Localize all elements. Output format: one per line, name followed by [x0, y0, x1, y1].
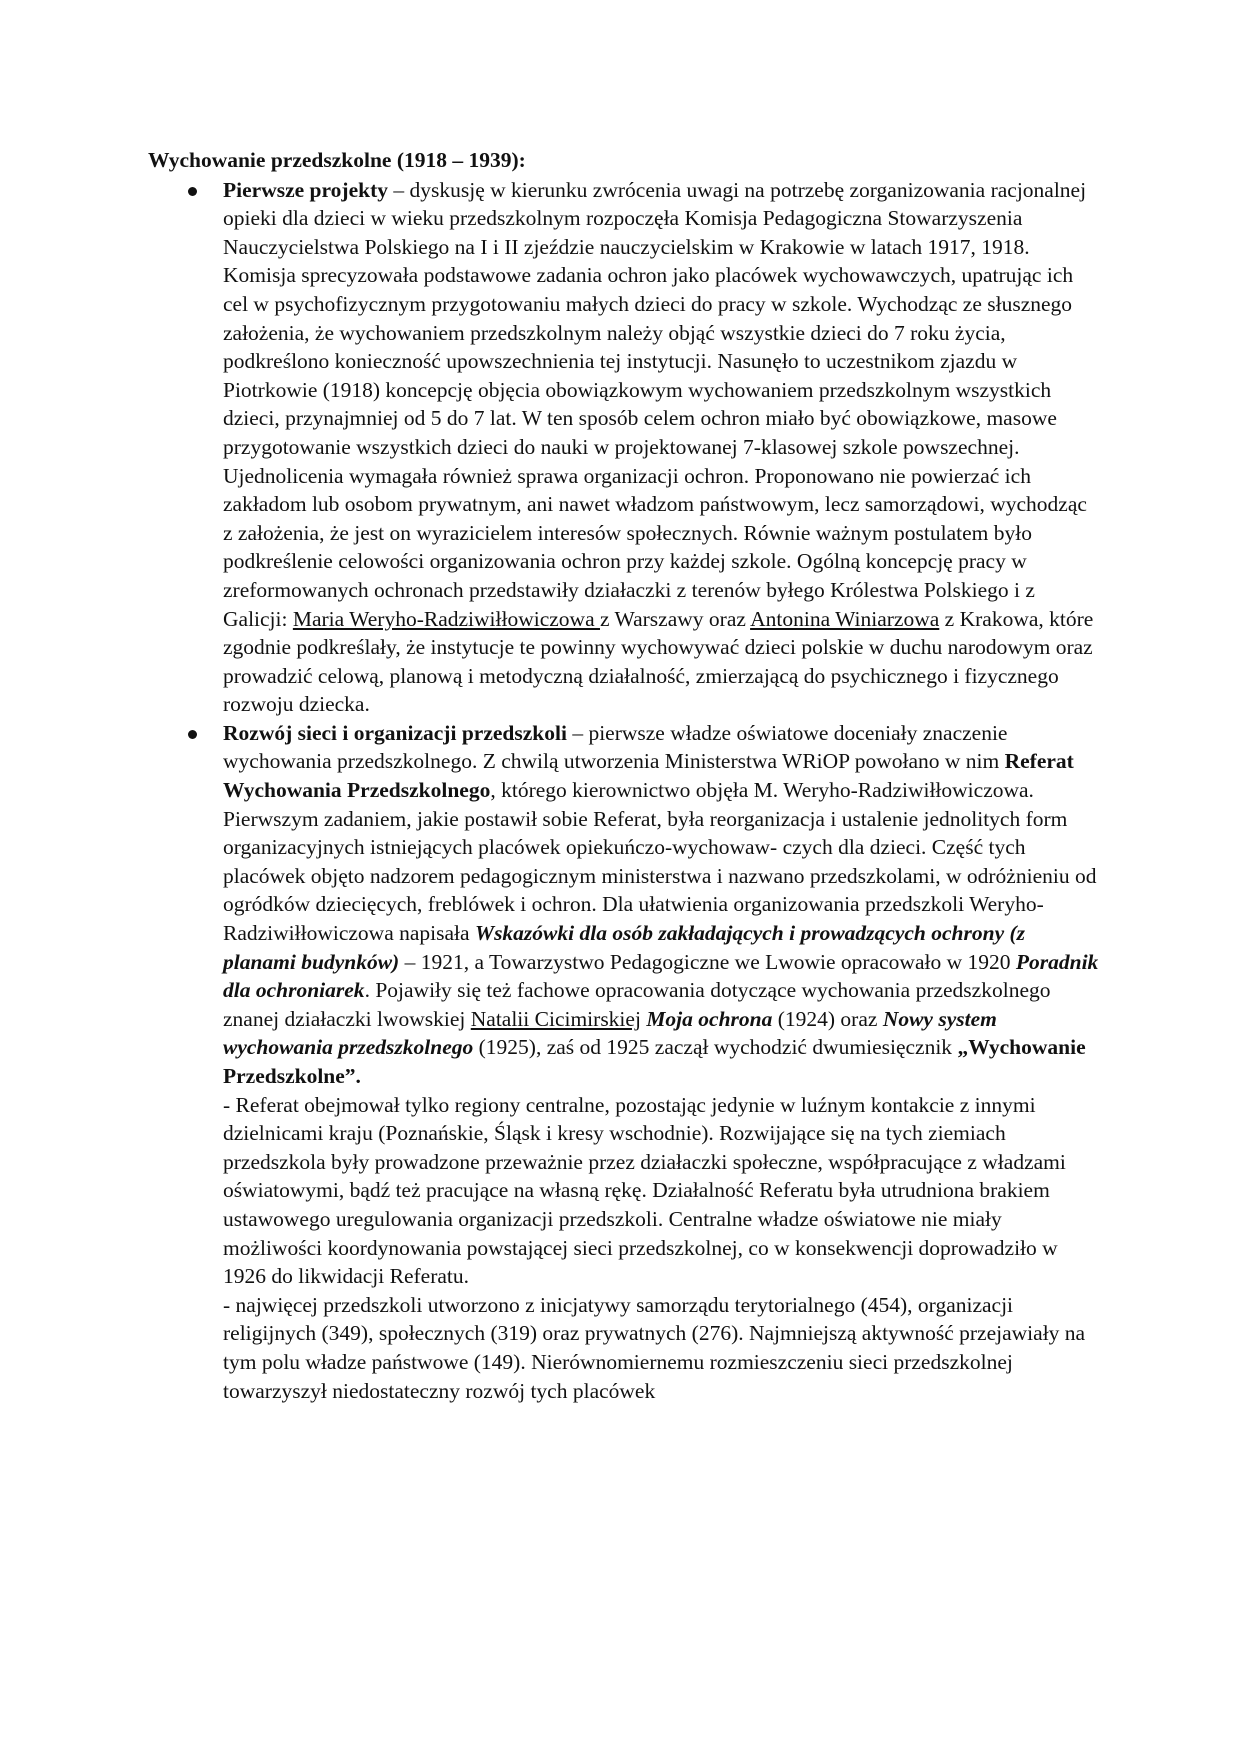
underlined-name: Natalii Cicimirskiej: [470, 1006, 641, 1031]
text-run: – 1921, a Towarzystwo Pedagogiczne we Lwowie opracowało w 1920: [399, 949, 1016, 974]
book-title: Nowy system wychowania przedszkolnego: [223, 1006, 997, 1060]
section-heading: Rozwój sieci i organizacji przedszkoli: [223, 720, 567, 745]
list-item-first-projects: [223, 176, 1100, 719]
bold-term: Referat Wychowania Przedszkolnego: [223, 749, 1074, 803]
book-title: Wskazówki dla osób zakładających i prowadzących ochrony (z planami budynków): [223, 921, 1026, 974]
paragraph: [223, 176, 1100, 719]
list-item-network-development: [223, 719, 1100, 1405]
bullet-icon: [188, 187, 197, 196]
document-title: Wychowanie przedszkolne (1918 – 1939):: [148, 148, 526, 172]
book-title: Moja ochrona: [646, 1006, 773, 1031]
bullet-list: [148, 176, 1100, 1406]
text-run: . Pojawiły się też fachowe opracowania dotyczące wychowania przedszkolnego znanej działaczki lwowskiej: [223, 978, 1051, 1031]
paragraph: - Referat obejmował tylko regiony centralne, pozostając jedynie w luźnym kontakcie z innymi dzielnicami kraju (Poznańskie, Śląsk i kresy wschodnie). Rozwijające się na tych ziemiach przedszkola były prowadzone przeważnie przez działaczki społeczne, współpracujące z władzami oświatowymi, bądź też pracujące na własną rękę. Działalność Referatu była utrudniona brakiem ustawowego uregulowania organizacji przedszkoli. Centralne władze oświatowe nie miały możliwości koordynowania powstającej sieci przedszkolnej, co w konsekwencji doprowadziło w 1926 do likwidacji Referatu.: [223, 1092, 1066, 1289]
paragraph: [223, 719, 1100, 1091]
text-run: z Krakowa, które zgodnie podkreślały, że instytucje te powinny wychowywać dzieci polskie w duchu narodowym oraz prowadzić celową, planową i metodyczną działalność, zmierzającą do psychicznego i fizycznego rozwoju dziecka.: [223, 606, 1094, 717]
text-run: z Warszawy oraz: [600, 606, 751, 631]
document-page: [148, 146, 1100, 1405]
bullet-icon: [188, 730, 197, 739]
text-run: (1924) oraz: [772, 1006, 883, 1031]
text-run: , którego kierownictwo objęła M. Weryho-Radziwiłłowiczowa. Pierwszym zadaniem, jakie postawił sobie Referat, była reorganizacja i ustalenie jednolitych form organizacyjnych istniejących placówek opiekuńczo-wychowaw- czych dla dzieci. Część tych placówek objęto nadzorem pedagogicznym ministerstwa i nazwano przedszkolami, w odróżnieniu od ogródków dziecięcych, freblówek i ochron. Dla ułatwienia organizowania przedszkoli Weryho-Radziwiłłowiczowa napisała: [223, 778, 1097, 946]
text-run: – pierwsze władze oświatowe doceniały znaczenie wychowania przedszkolnego. Z chwilą utworzenia Ministerstwa WRiOP powołano w nim: [223, 720, 1008, 774]
section-heading: Pierwsze projekty: [223, 177, 388, 202]
paragraph: - najwięcej przedszkoli utworzono z inicjatywy samorządu terytorialnego (454), organizacji religijnych (349), społecznych (319) oraz prywatnych (276). Najmniejszą aktywność przejawiały na tym polu władze państwowe (149). Nierównomiernemu rozmieszczeniu sieci przedszkolnej towarzyszył niedostateczny rozwój tych placówek: [223, 1292, 1086, 1403]
text-run: – dyskusję w kierunku zwrócenia uwagi na potrzebę zorganizowania racjonalnej opieki dla dzieci w wieku przedszkolnym rozpoczęła Komisja Pedagogiczna Stowarzyszenia Nauczycielstwa Polskiego na I i II zjeździe nauczycielskim w Krakowie w latach 1917, 1918. Komisja sprecyzowała podstawowe zadania ochron jako placówek wychowawczych, upatrując ich cel w psychofizycznym przygotowaniu małych dzieci do pracy w szkole. Wychodząc ze słusznego założenia, że wychowaniem przedszkolnym należy objąć wszystkie dzieci do 7 roku życia, podkreślono konieczność upowszechnienia tej instytucji. Nasunęło to uczestnikom zjazdu w Piotrkowie (1918) koncepcję objęcia obowiązkowym wychowaniem przedszkolnym wszystkich dzieci, przynajmniej od 5 do 7 lat. W ten sposób celem ochron miało być obowiązkowe, masowe przygotowanie wszystkich dzieci do nauki w projektowanej 7-klasowej szkole powszechnej. Ujednolicenia wymagała również sprawa organizacji ochron. Proponowano nie powierzać ich zakładom lub osobom prywatnym, ani nawet władzom państwowym, lecz samorządowi, wychodząc z założenia, że jest on wyrazicielem interesów społecznych. Równie ważnym postulatem było podkreślenie celowości organizowania ochron przy każdej szkole. Ogólną koncepcję pracy w zreformowanych ochronach przedstawiły działaczki z terenów byłego Królestwa Polskiego i z Galicji:: [223, 177, 1087, 631]
underlined-name: Maria Weryho-Radziwiłłowiczowa: [292, 606, 600, 631]
underlined-name: Antonina Winiarzowa: [750, 606, 940, 631]
text-run: (1925), zaś od 1925 zaczął wychodzić dwumiesięcznik: [473, 1035, 958, 1060]
journal-title: „Wychowanie Przedszkolne”.: [223, 1035, 1086, 1088]
book-title: Poradnik dla ochroniarek: [223, 949, 1099, 1003]
